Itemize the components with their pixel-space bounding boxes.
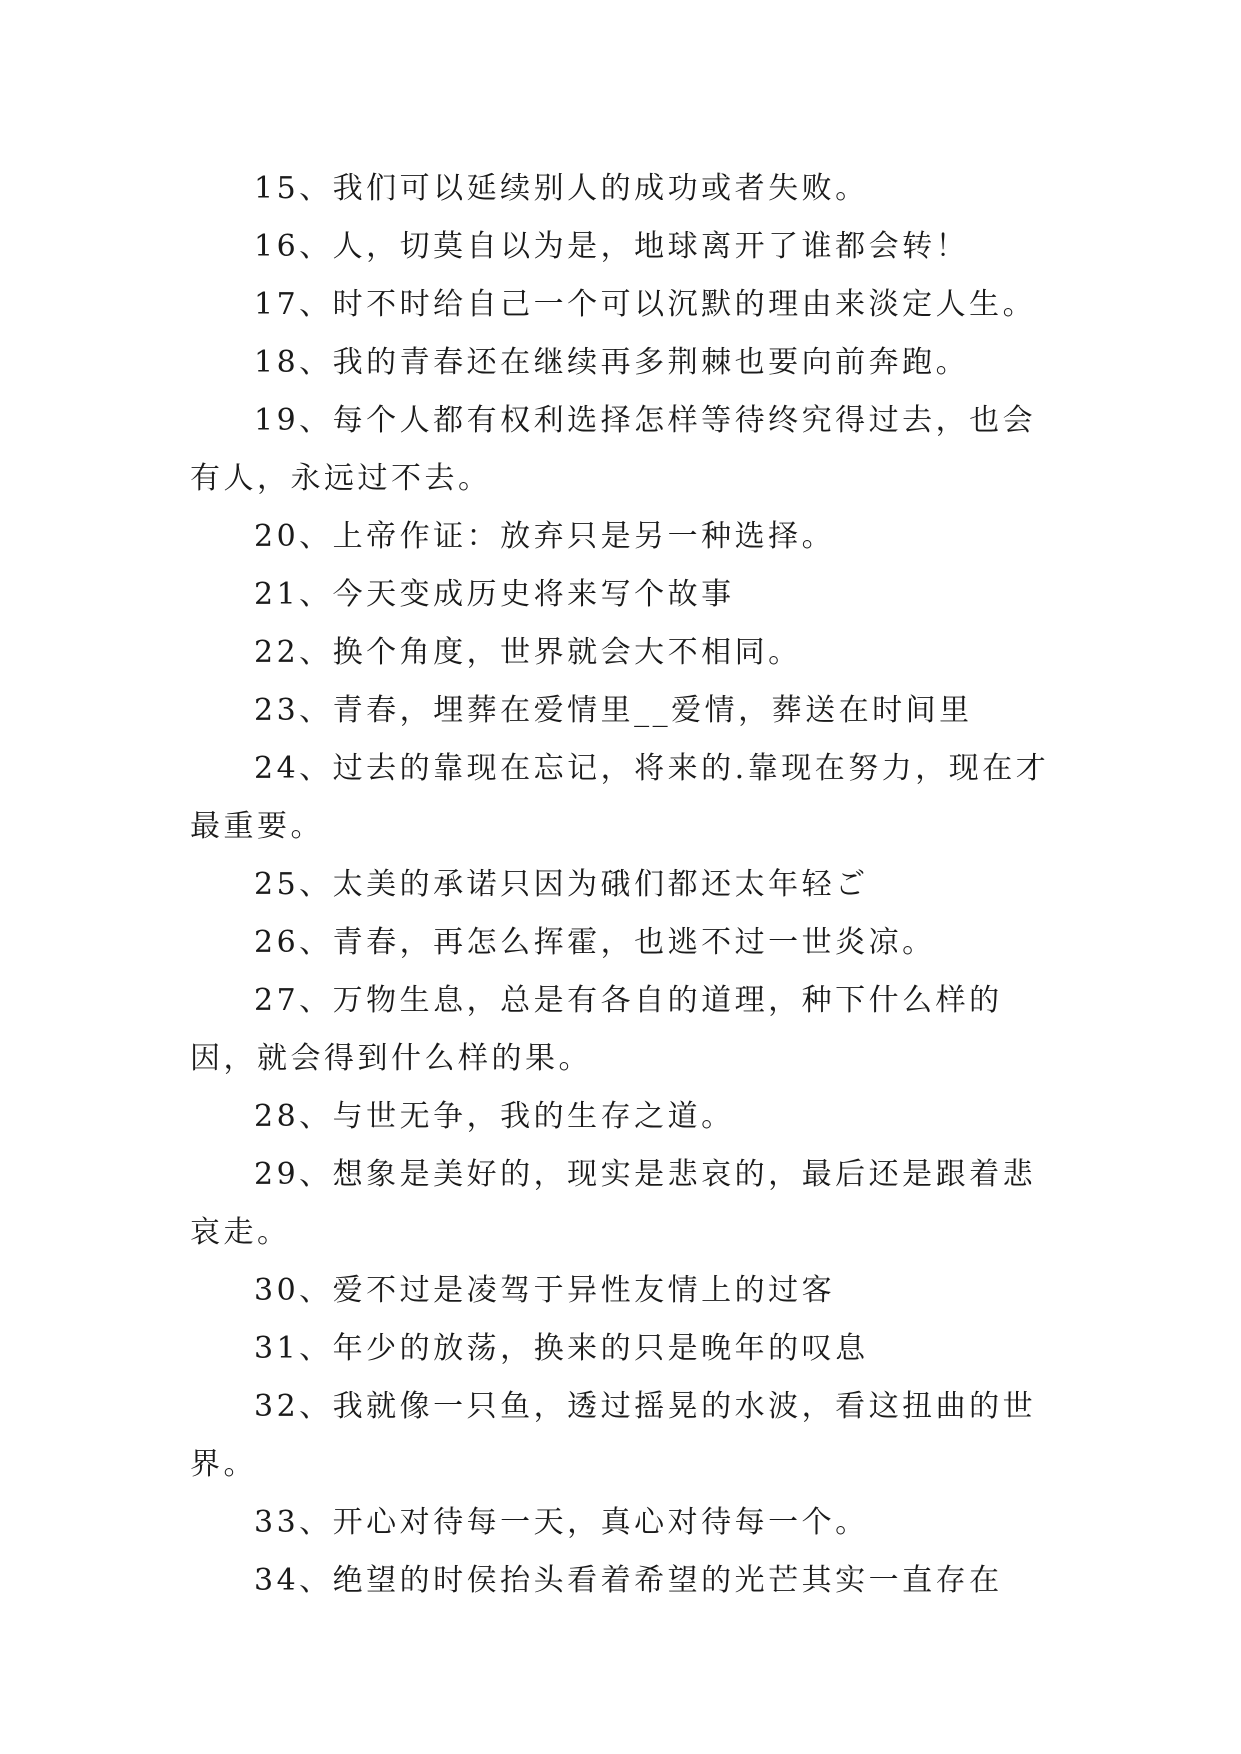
paragraph: 21、今天变成历史将来写个故事	[254, 577, 735, 612]
paragraph: 19、每个人都有权利选择怎样等待终究得过去，也会有人，永远过不去。	[190, 403, 1037, 496]
paragraph: 27、万物生息，总是有各自的道理，种下什么样的因，就会得到什么样的果。	[190, 983, 1003, 1076]
paragraph: 22、换个角度，世界就会大不相同。	[254, 635, 802, 670]
paragraph: 33、开心对待每一天，真心对待每一个。	[254, 1505, 869, 1540]
paragraph: 18、我的青春还在继续再多荆棘也要向前奔跑。	[254, 345, 970, 380]
paragraph: 17、时不时给自己一个可以沉默的理由来淡定人生。	[254, 287, 1037, 322]
paragraph: 29、想象是美好的，现实是悲哀的，最后还是跟着悲哀走。	[190, 1157, 1037, 1250]
paragraph: 23、青春，埋葬在爱情里__爱情，葬送在时间里	[254, 693, 973, 728]
paragraph: 30、爱不过是凌驾于异性友情上的过客	[254, 1273, 836, 1308]
paragraph: 28、与世无争，我的生存之道。	[254, 1099, 735, 1134]
paragraph: 25、太美的承诺只因为硪们都还太年轻ご	[254, 867, 869, 902]
paragraph: 32、我就像一只鱼，透过摇晃的水波，看这扭曲的世界。	[190, 1389, 1037, 1482]
paragraph: 31、年少的放荡，换来的只是晚年的叹息	[254, 1331, 869, 1366]
paragraph: 26、青春，再怎么挥霍，也逃不过一世炎凉。	[254, 925, 936, 960]
paragraph: 15、我们可以延续别人的成功或者失败。	[254, 171, 869, 206]
paragraph: 16、人，切莫自以为是，地球离开了谁都会转！	[254, 229, 970, 264]
paragraph: 34、绝望的时侯抬头看着希望的光芒其实一直存在	[254, 1563, 1003, 1598]
paragraph: 24、过去的靠现在忘记，将来的.靠现在努力，现在才最重要。	[190, 751, 1050, 844]
document-body	[190, 160, 1060, 1610]
paragraph: 20、上帝作证：放弃只是另一种选择。	[254, 519, 836, 554]
